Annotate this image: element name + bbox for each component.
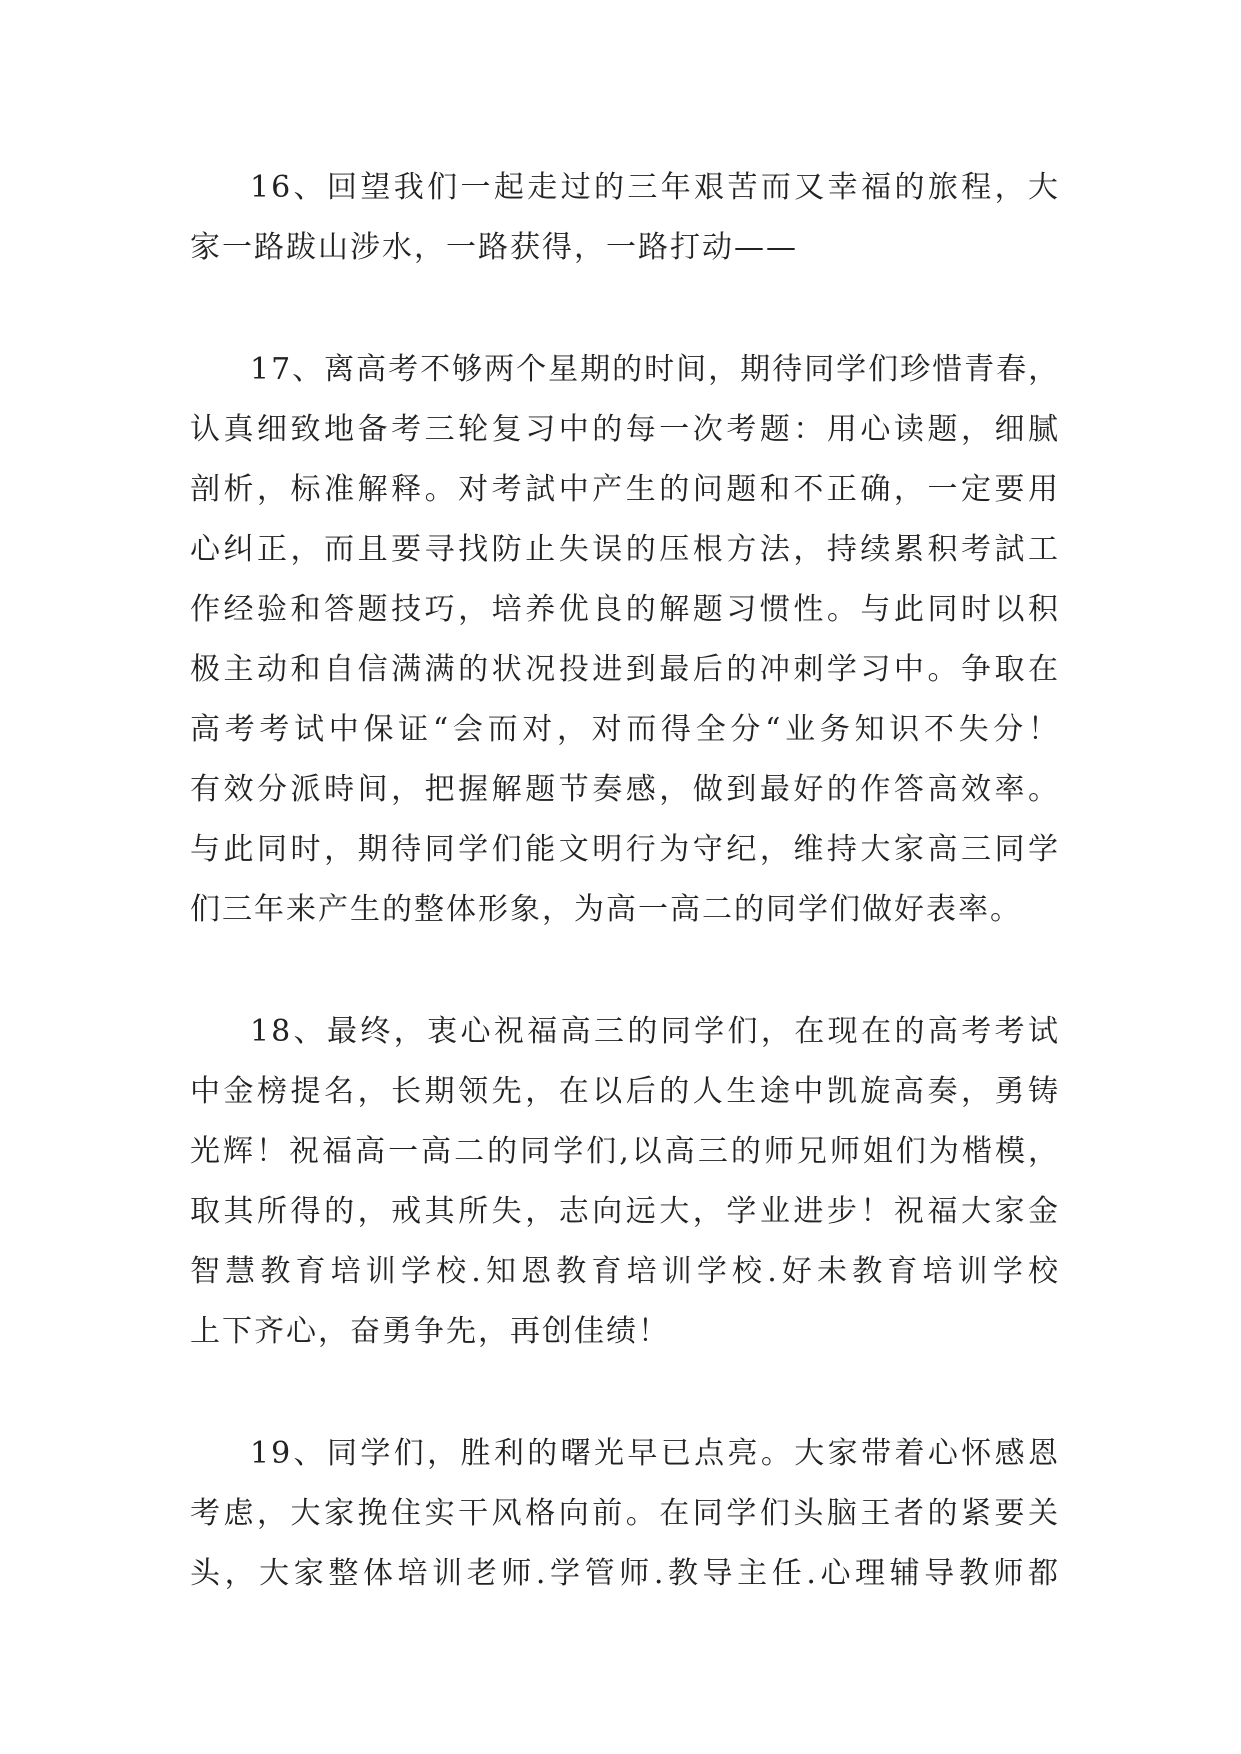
paragraph-line: 认真细致地备考三轮复习中的每一次考题：用心读题，细腻	[190, 412, 1060, 447]
paragraph-18	[190, 1002, 1060, 1362]
paragraph-line: 有效分派時间，把握解题节奏感，做到最好的作答高效率。	[190, 772, 1060, 807]
document-page	[190, 158, 1060, 1666]
paragraph-line: 19、同学们，胜利的曙光早已点亮。大家带着心怀感恩	[250, 1436, 1060, 1471]
paragraph-17	[190, 340, 1060, 940]
paragraph-line: 高考考试中保证“会而对，对而得全分“业务知识不失分！	[190, 712, 1060, 747]
paragraph-line: 16、回望我们一起走过的三年艰苦而又幸福的旅程，大	[250, 170, 1060, 205]
paragraph-line: 取其所得的，戒其所失，志向远大，学业进步！祝福大家金	[190, 1194, 1060, 1229]
paragraph-line: 中金榜提名，长期领先，在以后的人生途中凯旋高奏，勇铸	[190, 1074, 1060, 1109]
paragraph-line: 17、离高考不够两个星期的时间，期待同学们珍惜青春，	[250, 352, 1061, 387]
paragraph-line: 光辉！祝福高一高二的同学们,以高三的师兄师姐们为楷模，	[190, 1134, 1060, 1169]
paragraph-line: 们三年来产生的整体形象，为高一高二的同学们做好表率。	[190, 892, 1022, 927]
paragraph-line: 作经验和答题技巧，培养优良的解题习惯性。与此同时以积	[190, 592, 1060, 627]
paragraph-line: 智慧教育培训学校.知恩教育培训学校.好未教育培训学校	[190, 1254, 1060, 1289]
paragraph-line: 家一路跋山涉水，一路获得，一路打动——	[190, 230, 798, 265]
paragraph-line: 头，大家整体培训老师.学管师.教导主任.心理辅导教师都	[190, 1556, 1060, 1591]
paragraph-line: 与此同时，期待同学们能文明行为守纪，维持大家高三同学	[190, 832, 1060, 867]
paragraph-line: 18、最终，衷心祝福高三的同学们，在现在的高考考试	[250, 1014, 1060, 1049]
paragraph-16	[190, 158, 1060, 278]
paragraph-line: 上下齐心，奋勇争先，再创佳绩！	[190, 1314, 670, 1349]
paragraph-line: 剖析，标准解释。对考試中产生的问题和不正确，一定要用	[190, 472, 1060, 507]
paragraph-line: 考虑，大家挽住实干风格向前。在同学们头脑王者的紧要关	[190, 1496, 1060, 1531]
paragraph-line: 心纠正，而且要寻找防止失误的压根方法，持续累积考試工	[190, 532, 1060, 567]
paragraph-line: 极主动和自信满满的状况投进到最后的冲刺学习中。争取在	[190, 652, 1060, 687]
paragraph-19	[190, 1424, 1060, 1604]
